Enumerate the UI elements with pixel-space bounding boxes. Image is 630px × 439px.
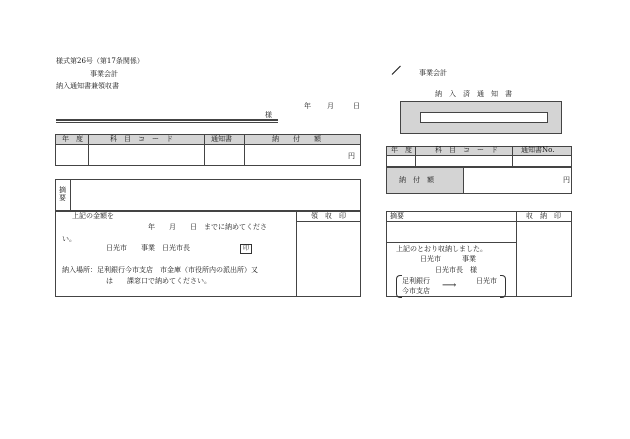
addressee-suffix: 様 xyxy=(265,111,272,119)
right-amount-yen: 円 xyxy=(563,176,570,184)
right-section-label: 事業会計 xyxy=(419,69,447,77)
col-divider xyxy=(415,146,416,167)
issuer: 日光市 事業 日光市長 xyxy=(106,244,190,252)
to-city: 日光市 xyxy=(476,277,497,285)
right-city-line: 日光市 事業 xyxy=(420,255,476,263)
slash-mark xyxy=(392,66,401,75)
col-divider xyxy=(204,134,205,166)
right-body-divider xyxy=(386,242,516,243)
left-remarks-box xyxy=(55,179,361,211)
addressee-line-under xyxy=(56,122,278,123)
right-header-notice-no: 通知書No. xyxy=(521,146,555,154)
receipt-stamp-label: 領 収 印 xyxy=(311,212,346,220)
right-doc-title: 納 入 済 通 知 書 xyxy=(435,90,512,98)
left-remarks-label: 摘要 xyxy=(59,186,66,202)
date-month: 月 xyxy=(327,102,334,110)
date-year: 年 xyxy=(304,102,311,110)
right-mayor: 日光市長 様 xyxy=(435,266,477,274)
right-title-input[interactable] xyxy=(420,112,548,123)
right-header-subject-code: 科 目 コ ー ド xyxy=(435,146,498,154)
received-text: 上記のとおり収納しました。 xyxy=(396,245,487,253)
right-header-fiscal-year: 年 度 xyxy=(391,146,412,154)
col-divider xyxy=(512,146,513,167)
form-number: 様式第26号（第17条関係） xyxy=(56,57,144,65)
right-stamp-label: 収 納 印 xyxy=(526,212,561,220)
left-doc-title: 納入通知書兼領収書 xyxy=(56,82,119,90)
body-line1: 上記の金額を xyxy=(72,212,114,220)
stamp-divider xyxy=(296,211,297,297)
bank-branch: 今市支店 xyxy=(402,287,430,295)
header-notice: 通知書 xyxy=(211,135,232,143)
body-line3: い。 xyxy=(62,235,76,243)
payment-place-line2: は 課窓口で納めてください。 xyxy=(106,277,211,285)
col-divider xyxy=(244,134,245,166)
bank-name: 足利銀行 xyxy=(402,277,430,285)
right-stamp-divider xyxy=(516,211,517,297)
stamp-header-line xyxy=(296,221,361,222)
remarks-divider xyxy=(70,179,71,211)
right-amount-label: 納 付 額 xyxy=(399,176,434,184)
arrow-icon: ⟶ xyxy=(442,280,457,291)
amount-yen: 円 xyxy=(348,152,355,160)
header-subject-code: 科 目 コ ー ド xyxy=(110,135,173,143)
col-divider xyxy=(88,134,89,166)
seal-stamp: 印 xyxy=(240,244,252,254)
date-day: 日 xyxy=(353,102,360,110)
header-amount: 納 付 額 xyxy=(272,135,321,143)
payment-place-line1: 納入場所：足利銀行今市支店 市金庫（市役所内の派出所）又 xyxy=(62,266,258,274)
header-fiscal-year: 年 度 xyxy=(62,135,83,143)
right-remarks-label: 摘要 xyxy=(390,212,404,220)
addressee-line xyxy=(56,119,278,121)
right-header-line xyxy=(386,221,572,222)
bank-bracket-right xyxy=(500,275,506,298)
left-section-label: 事業会計 xyxy=(90,70,118,78)
payment-deadline: 年 月 日 までに納めてくださ xyxy=(148,223,267,231)
